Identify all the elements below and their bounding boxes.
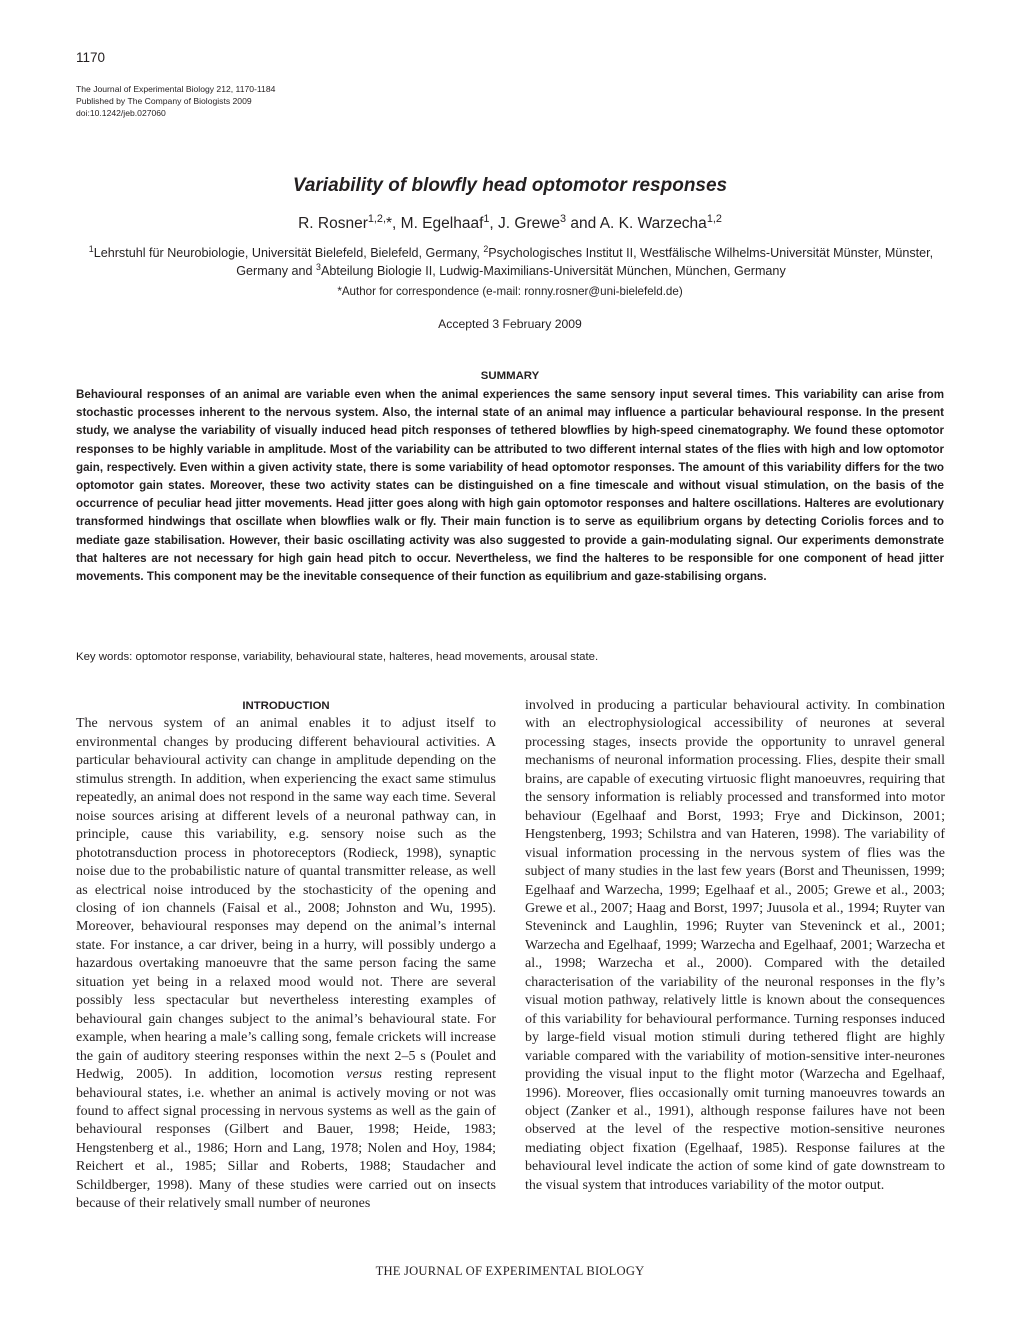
body-text: The nervous system of an animal enables it to adjust itself to environmental changes by producing different behavioural activities. A particular behavioural activity can change in amplitude depending on the stimulus strength. In addition, when experiencing the exact same stimulus repeatedly, an animal does not respond in the same way each time. Several noise sources arising at different levels of a neuronal pathway can, in principle, cause this variability, e.g. sensory noise such as the phototransduction process in photoreceptors (Rodieck, 1998), synaptic noise due to the probabilistic nature of quantal transmitter release, as well as electrical noise introduced by the stochasticity of the opening and closing of ion channels (Faisal et al., 2008; Johnston and Wu, 1995). Moreover, behavioural responses may depend on the animal’s internal state. For instance, a car driver, being in a hurry, will possibly undergo a hazardous overtaking manoeuvre that the same person facing the same situation yet being in a relaxed mood would not. There are several possibly less spectacular but nevertheless interesting examples of behavioural gain changes subject to the animal’s behavioural state. For example, when hearing a male’s calling song, female crickets will increase the gain of auditory steering responses within the next 2–5 s (Poulet and Hedwig, 2005). In addition, locomotion	[76, 716, 496, 1083]
corresponding-author-mark: *	[385, 215, 393, 232]
keywords: Key words: optomotor response, variability, behavioural state, halteres, head movements, arousal state.	[76, 651, 599, 663]
author-name: A. K. Warzecha	[599, 215, 707, 232]
journal-metadata	[76, 83, 275, 119]
text-column-left	[76, 697, 496, 1214]
affiliation-number: 3	[316, 262, 321, 273]
summary-heading: SUMMARY	[480, 370, 540, 382]
article-title: Variability of blowfly head optomotor responses	[292, 175, 728, 196]
italic-term: versus	[346, 1067, 383, 1083]
author-separator: ,	[489, 215, 499, 232]
affiliation-number: 1	[88, 244, 94, 255]
affiliation-text: Lehrstuhl für Neurobiologie, Universität Bielefeld, Bielefeld, Germany,	[93, 246, 484, 260]
author-affiliation-mark: 1,2,	[367, 213, 386, 226]
introduction-paragraph-continued: involved in producing a particular behavioural activity. In combination with an electrophysiological accessibility of neurones at several processing stages, insects provide the opportunity to unravel general mechanisms of neuronal information processing. Flies, despite their small brains, are capable of executing virtuosic flight manoeuvres, requiring that the sensory information is reliably processed and transformed into motor behaviour (Egelhaaf and Borst, 1993; Frye and Dickinson, 2001; Hengstenberg, 1993; Schilstra and van Hateren, 1998). The variability of visual information processing in the nervous system of flies was the subject of many studies in the last few years (Borst and Theunissen, 1999; Egelhaaf and Warzecha, 1999; Egelhaaf et al., 2005; Grewe et al., 2003; Grewe et al., 2007; Haag and Borst, 1997; Juusola et al., 1994; Ruyter van Steveninck and Laughlin, 1996; Ruyter van Steveninck et al., 2001; Warzecha and Egelhaaf, 1999; Warzecha and Egelhaaf, 2001; Warzecha et al., 1998; Warzecha et al., 2000). Compared with the detailed characterisation of the variability of the neuronal responses in the fly’s visual motion pathway, relatively little is known about the consequences of this variability for behavioural performance. Turning responses induced by large-field visual motion stimuli during tethered flight are highly variable compared with the variability of motion-sensitive inter-neurones providing the visual input to the flight motor (Warzecha and Egelhaaf, 1996). Moreover, flies occasionally omit turning manoeuvres towards an object (Zanker et al., 1991), although response failures have not been observed at the level of the respective motion-sensitive neurones mediating object fixation (Egelhaaf, 1985). Response failures at the behavioural level indicate the action of some kind of gate downstream to the visual system that introduces variability of the motor output.	[525, 698, 945, 1193]
text-column-right	[525, 697, 945, 1195]
author-name: J. Grewe	[498, 215, 561, 232]
author-affiliation-mark: 1,2	[706, 213, 722, 226]
accepted-date: Accepted 3 February 2009	[438, 317, 582, 331]
correspondence-note: *Author for correspondence (e-mail: ronny.rosner@uni-bielefeld.de)	[337, 285, 683, 298]
journal-citation: The Journal of Experimental Biology 212, 1170-1184	[76, 84, 276, 94]
author-affiliation-mark: 1	[483, 213, 490, 226]
page-footer: THE JOURNAL OF EXPERIMENTAL BIOLOGY	[375, 1264, 645, 1278]
affiliation-text: Psychologisches Institut II, Westfälische Wilhelms-Universität Münster, Münster, Germany and	[236, 246, 934, 278]
author-list	[0, 215, 1020, 233]
doi: doi:10.1242/jeb.027060	[76, 108, 166, 118]
author-name: M. Egelhaaf	[400, 215, 484, 232]
introduction-paragraph	[76, 715, 496, 1213]
summary-text: Behavioural responses of an animal are variable even when the animal experiences the same sensory input several times. This variability can arise from stochastic processes inherent to the nervous system. Also, the internal state of an animal may influence a particular behavioural response. In the present study, we analyse the variability of visually induced head pitch responses of tethered blowflies by high-speed cinematography. We found these optomotor responses to be highly variable in amplitude. Most of the variability can be attributed to two different internal states of the flies with high and low optomotor gain, respectively. Even within a given activity state, there is some variability of head optomotor responses. The amount of this variability differs for the two optomotor gain states. Moreover, these two activity states can be distinguished on a fine timescale and without visual stimulation, on the basis of the occurrence of peculiar head jitter movements. Head jitter goes along with high gain optomotor responses and haltere oscillations. Halteres are evolutionary transformed hindwings that oscillate when blowflies walk or fly. Their main function is to serve as equilibrium organs by detecting Coriolis forces and to mediate gaze stabilisation. However, their basic oscillating activity was also suggested to provide a gain-modulating signal. Our experiments demonstrate that halteres are not necessary for high gain head pitch to occur. Nevertheless, we find the halteres to be responsible for one component of head jitter movements. This component may be the inevitable consequence of their function as equilibrium and gaze-stabilising organs.	[76, 388, 944, 584]
body-text: resting represent behavioural states, i.e. whether an animal is actively moving or not was found to affect signal processing in nervous systems as well as the gain of behavioural responses (Gilbert and Bauer, 1998; Heide, 1983; Hengstenberg et al., 1986; Horn and Lang, 1978; Nolen and Hoy, 1984; Reichert et al., 1985; Sillar and Roberts, 1988; Staudacher and Schildberger, 1998). Many of these studies were carried out on insects because of their relatively small number of neurones	[76, 1067, 496, 1212]
author-affiliation-mark: 3	[560, 213, 567, 226]
introduction-heading: INTRODUCTION	[242, 700, 330, 712]
affiliation-number: 2	[483, 244, 489, 255]
page-number: 1170	[76, 50, 106, 65]
affiliation-text: Abteilung Biologie II, Ludwig-Maximilians-Universität München, München, Germany	[320, 264, 786, 278]
author-separator: and	[566, 215, 600, 232]
affiliations	[76, 244, 946, 280]
author-name: R. Rosner	[298, 215, 368, 232]
author-separator: ,	[392, 215, 401, 232]
publisher-line: Published by The Company of Biologists 2009	[76, 96, 252, 106]
